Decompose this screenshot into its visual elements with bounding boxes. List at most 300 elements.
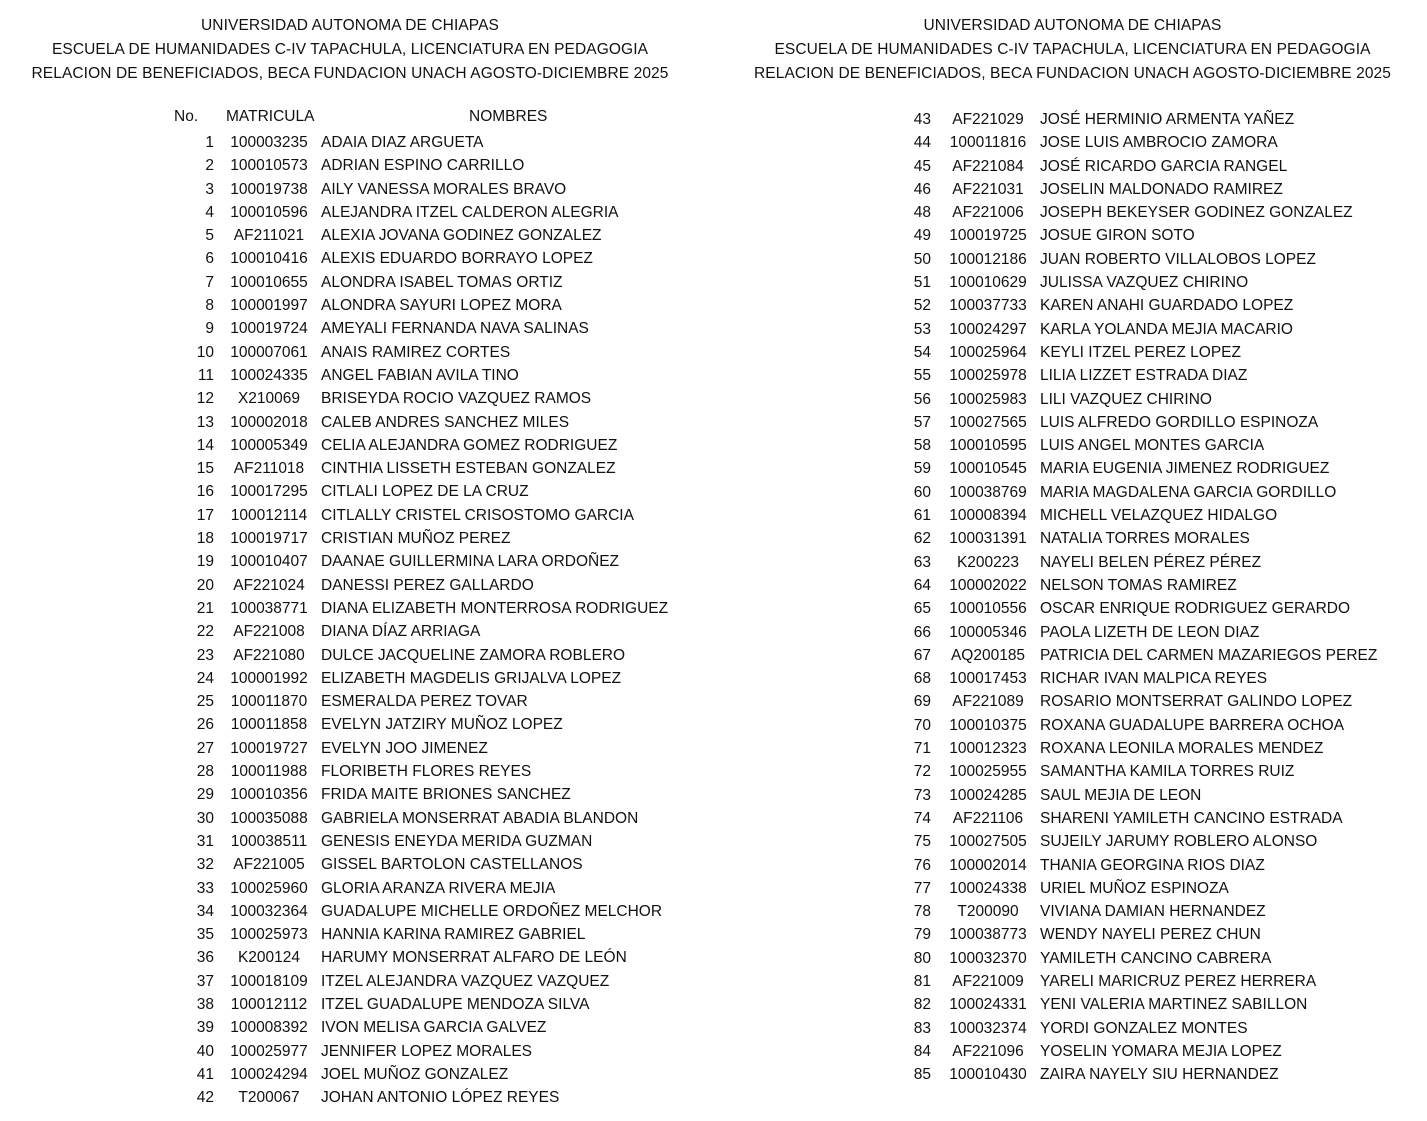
student-id: 100019724 [230, 320, 308, 338]
student-id: 100010416 [230, 250, 308, 268]
student-id: 100001997 [230, 297, 308, 315]
student-name: NELSON TOMAS RAMIREZ [1040, 576, 1237, 594]
row-number: 50 [913, 250, 931, 268]
row-number: 23 [196, 646, 214, 664]
row-number: 39 [196, 1019, 214, 1037]
student-name: DULCE JACQUELINE ZAMORA ROBLERO [321, 646, 626, 664]
student-name: ESMERALDA PEREZ TOVAR [321, 693, 528, 711]
student-id: AF221031 [952, 180, 1024, 198]
table-row [0, 1016, 700, 1039]
row-number: 27 [196, 739, 214, 757]
table-row [718, 1040, 1427, 1063]
table-row [718, 318, 1427, 341]
student-name: ITZEL ALEJANDRA VAZQUEZ VAZQUEZ [321, 972, 610, 990]
student-name: ALEJANDRA ITZEL CALDERON ALEGRIA [321, 203, 619, 221]
row-number: 63 [913, 553, 931, 571]
row-number: 17 [196, 506, 214, 524]
student-id: AF221106 [952, 809, 1024, 827]
student-name: YAMILETH CANCINO CABRERA [1040, 949, 1272, 967]
table-row [0, 713, 700, 736]
student-id: AF221084 [952, 157, 1024, 175]
student-name: URIEL MUÑOZ ESPINOZA [1040, 879, 1229, 897]
student-name: AMEYALI FERNANDA NAVA SALINAS [321, 320, 589, 338]
row-number: 10 [196, 343, 214, 361]
student-id: 100019717 [230, 530, 308, 548]
row-number: 71 [913, 740, 931, 758]
row-number: 24 [196, 669, 214, 687]
row-number: 57 [913, 413, 931, 431]
student-name: AILY VANESSA MORALES BRAVO [321, 180, 567, 198]
student-id: 100011858 [230, 716, 308, 734]
student-name: ALEXIS EDUARDO BORRAYO LOPEZ [321, 250, 593, 268]
student-name: KAREN ANAHI GUARDADO LOPEZ [1040, 297, 1294, 315]
row-number: 9 [205, 320, 214, 338]
table-row [718, 760, 1427, 783]
table-row [718, 551, 1427, 574]
table-row [718, 364, 1427, 387]
student-name: NAYELI BELEN PÉREZ PÉREZ [1040, 553, 1262, 571]
student-name: GUADALUPE MICHELLE ORDOÑEZ MELCHOR [321, 902, 663, 920]
student-name: EVELYN JATZIRY MUÑOZ LOPEZ [321, 716, 563, 734]
table-row [0, 271, 700, 294]
row-number: 64 [913, 576, 931, 594]
table-row [718, 970, 1427, 993]
row-number: 41 [196, 1065, 214, 1083]
right-student-list [718, 108, 1427, 1086]
student-id: 100012114 [230, 506, 308, 524]
table-row [718, 784, 1427, 807]
table-row [718, 993, 1427, 1016]
student-name: EVELYN JOO JIMENEZ [321, 739, 488, 757]
student-name: IVON MELISA GARCIA GALVEZ [321, 1019, 547, 1037]
row-number: 80 [913, 949, 931, 967]
row-number: 55 [913, 367, 931, 385]
student-id: 100027505 [949, 833, 1027, 851]
student-id: 100011988 [230, 763, 308, 781]
table-row [718, 877, 1427, 900]
table-row [0, 807, 700, 830]
student-name: JULISSA VAZQUEZ CHIRINO [1040, 274, 1249, 292]
table-row [718, 341, 1427, 364]
row-number: 4 [205, 203, 214, 221]
student-name: MARIA MAGDALENA GARCIA GORDILLO [1040, 483, 1337, 501]
row-number: 1 [205, 134, 214, 151]
student-name: JOSÉ RICARDO GARCIA RANGEL [1040, 157, 1288, 175]
row-number: 82 [913, 996, 931, 1014]
row-number: 22 [196, 623, 214, 641]
table-row [0, 923, 700, 946]
row-number: 11 [197, 366, 214, 384]
row-number: 16 [196, 483, 214, 501]
row-number: 62 [913, 530, 931, 548]
table-row [718, 597, 1427, 620]
student-name: ALONDRA SAYURI LOPEZ MORA [321, 297, 562, 315]
table-row [0, 178, 700, 201]
student-id: 100007061 [230, 343, 308, 361]
student-name: DIANA ELIZABETH MONTERROSA RODRIGUEZ [321, 599, 669, 617]
row-number: 5 [205, 227, 214, 245]
row-number: 3 [205, 180, 214, 198]
student-id: 100024285 [949, 786, 1027, 804]
student-id: 100002018 [230, 413, 308, 431]
university-title: UNIVERSIDAD AUTONOMA DE CHIAPAS [923, 17, 1222, 34]
student-id: 100010655 [230, 273, 308, 291]
row-number: 58 [913, 437, 931, 455]
student-id: 100002022 [949, 576, 1027, 594]
table-row [0, 1040, 700, 1063]
left-student-list [0, 131, 700, 1109]
table-row [0, 597, 700, 620]
student-name: WENDY NAYELI PEREZ CHUN [1040, 926, 1261, 944]
student-id: 100035088 [230, 809, 308, 827]
row-number: 60 [913, 483, 931, 501]
student-name: HARUMY MONSERRAT ALFARO DE LEÓN [321, 949, 627, 967]
table-row [718, 807, 1427, 830]
table-row [0, 504, 700, 527]
row-number: 56 [913, 390, 931, 408]
student-name: JENNIFER LOPEZ MORALES [321, 1042, 533, 1060]
student-id: AF221029 [952, 111, 1024, 128]
table-row [718, 923, 1427, 946]
student-name: ADAIA DIAZ ARGUETA [321, 134, 484, 151]
student-id: 100025960 [230, 879, 308, 897]
table-row [718, 248, 1427, 271]
row-number: 53 [913, 320, 931, 338]
student-id: 100024331 [949, 996, 1027, 1014]
student-name: SAUL MEJIA DE LEON [1040, 786, 1202, 804]
row-number: 45 [913, 157, 931, 175]
student-id: 100010375 [949, 716, 1027, 734]
row-number: 79 [913, 926, 931, 944]
row-number: 59 [913, 460, 931, 478]
school-subtitle: ESCUELA DE HUMANIDADES C-IV TAPACHULA, LICENCIATURA EN PEDAGOGIA [774, 41, 1371, 58]
student-id: AF221089 [952, 693, 1024, 711]
table-row [0, 550, 700, 573]
student-name: FLORIBETH FLORES REYES [321, 763, 532, 781]
student-name: NATALIA TORRES MORALES [1040, 530, 1250, 548]
student-name: ALEXIA JOVANA GODINEZ GONZALEZ [321, 227, 602, 245]
row-number: 38 [196, 995, 214, 1013]
student-id: AF221080 [233, 646, 305, 664]
student-name: CELIA ALEJANDRA GOMEZ RODRIGUEZ [321, 436, 618, 454]
student-name: DAANAE GUILLERMINA LARA ORDOÑEZ [321, 553, 620, 571]
student-name: CRISTIAN MUÑOZ PEREZ [321, 530, 511, 548]
row-number: 20 [196, 576, 214, 594]
row-number: 77 [913, 879, 931, 897]
student-id: 100002014 [949, 856, 1027, 874]
table-row [0, 411, 700, 434]
student-id: 100024294 [230, 1065, 308, 1083]
student-id: 100024338 [949, 879, 1027, 897]
student-id: 100005349 [230, 436, 308, 454]
row-number: 51 [913, 274, 931, 292]
row-number: 26 [196, 716, 214, 734]
row-number: 49 [913, 227, 931, 245]
student-id: 100010545 [949, 460, 1027, 478]
student-id: 100038769 [949, 483, 1027, 501]
row-number: 34 [196, 902, 214, 920]
student-id: 100018109 [230, 972, 308, 990]
student-name: ELIZABETH MAGDELIS GRIJALVA LOPEZ [321, 669, 622, 687]
table-row [718, 830, 1427, 853]
student-name: JUAN ROBERTO VILLALOBOS LOPEZ [1040, 250, 1316, 268]
table-row [0, 294, 700, 317]
row-number: 81 [913, 972, 931, 990]
student-id: 100031391 [949, 530, 1027, 548]
table-row [0, 900, 700, 923]
student-name: SUJEILY JARUMY ROBLERO ALONSO [1040, 833, 1318, 851]
right-header [718, 14, 1427, 86]
student-id: 100037733 [949, 297, 1027, 315]
student-name: JOSELIN MALDONADO RAMIREZ [1040, 180, 1283, 198]
student-name: JOEL MUÑOZ GONZALEZ [321, 1065, 509, 1083]
table-row [0, 201, 700, 224]
student-id: 100019725 [949, 227, 1027, 245]
student-name: ANAIS RAMIREZ CORTES [321, 343, 511, 361]
table-row [718, 131, 1427, 154]
student-id: AF211018 [233, 460, 305, 478]
student-id: 100038771 [230, 599, 308, 617]
student-id: T200090 [957, 903, 1019, 921]
student-name: BRISEYDA ROCIO VAZQUEZ RAMOS [321, 390, 592, 408]
table-row [0, 224, 700, 247]
table-row [718, 224, 1427, 247]
student-id: 100010407 [230, 553, 308, 571]
row-number: 28 [196, 763, 214, 781]
student-name: YENI VALERIA MARTINEZ SABILLON [1040, 996, 1308, 1014]
student-id: 100011816 [949, 134, 1027, 152]
student-id: 100025983 [949, 390, 1027, 408]
row-number: 31 [196, 832, 214, 850]
table-row [718, 1063, 1427, 1086]
row-number: 32 [196, 856, 214, 874]
student-name: JOSÉ HERMINIO ARMENTA YAÑEZ [1040, 111, 1295, 128]
student-name: PATRICIA DEL CARMEN MAZARIEGOS PEREZ [1040, 646, 1378, 664]
student-name: YORDI GONZALEZ MONTES [1040, 1019, 1248, 1037]
student-id: AF221024 [233, 576, 305, 594]
student-id: AF221096 [952, 1042, 1024, 1060]
student-id: 100011870 [230, 693, 308, 711]
student-id: AF221009 [952, 972, 1024, 990]
table-row [0, 434, 700, 457]
table-row [0, 387, 700, 410]
student-id: 100032364 [230, 902, 308, 920]
table-row [0, 667, 700, 690]
row-number: 36 [196, 949, 214, 967]
table-row [0, 1086, 700, 1109]
student-id: 100010596 [230, 203, 308, 221]
student-name: LILIA LIZZET ESTRADA DIAZ [1040, 367, 1248, 385]
student-id: 100024335 [230, 366, 308, 384]
student-id: 100012112 [230, 995, 308, 1013]
student-id: AF221005 [233, 856, 305, 874]
row-number: 40 [196, 1042, 214, 1060]
table-row [0, 574, 700, 597]
table-row [718, 411, 1427, 434]
student-id: 100010595 [949, 437, 1027, 455]
student-name: THANIA GEORGINA RIOS DIAZ [1040, 856, 1265, 874]
student-name: LUIS ALFREDO GORDILLO ESPINOZA [1040, 413, 1319, 431]
row-number: 76 [913, 856, 931, 874]
student-name: MICHELL VELAZQUEZ HIDALGO [1040, 507, 1278, 525]
student-name: JOSE LUIS AMBROCIO ZAMORA [1040, 134, 1278, 152]
student-name: CITLALI LOPEZ DE LA CRUZ [321, 483, 529, 501]
table-row [0, 480, 700, 503]
student-name: JOSUE GIRON SOTO [1040, 227, 1195, 245]
table-row [0, 993, 700, 1016]
row-number: 68 [913, 670, 931, 688]
row-number: 19 [196, 553, 214, 571]
student-id: K200223 [956, 553, 1020, 571]
student-name: ADRIAN ESPINO CARRILLO [321, 157, 525, 175]
row-number: 78 [913, 903, 931, 921]
student-id: 100025964 [949, 343, 1027, 361]
student-name: RICHAR IVAN MALPICA REYES [1040, 670, 1268, 688]
student-name: KARLA YOLANDA MEJIA MACARIO [1040, 320, 1293, 338]
student-id: 100010573 [230, 157, 308, 175]
table-row [0, 853, 700, 876]
row-number: 48 [913, 204, 931, 222]
student-name: ITZEL GUADALUPE MENDOZA SILVA [321, 995, 590, 1013]
row-number: 13 [196, 413, 214, 431]
table-row [718, 294, 1427, 317]
row-number: 43 [913, 111, 931, 128]
student-id: 100001992 [230, 669, 308, 687]
table-row [718, 644, 1427, 667]
student-id: 100025973 [230, 926, 308, 944]
row-number: 14 [196, 436, 214, 454]
table-row [0, 247, 700, 270]
student-name: ROSARIO MONTSERRAT GALINDO LOPEZ [1040, 693, 1353, 711]
student-name: SAMANTHA KAMILA TORRES RUIZ [1040, 763, 1295, 781]
row-number: 52 [913, 297, 931, 315]
table-row [0, 131, 700, 154]
student-id: AQ200185 [950, 646, 1026, 664]
student-name: ZAIRA NAYELY SIU HERNANDEZ [1040, 1066, 1279, 1084]
row-number: 75 [913, 833, 931, 851]
table-row [0, 970, 700, 993]
student-id: AF221008 [233, 623, 305, 641]
table-row [718, 737, 1427, 760]
student-name: PAOLA LIZETH DE LEON DIAZ [1040, 623, 1260, 641]
row-number: 12 [196, 390, 214, 408]
left-header [0, 14, 700, 86]
table-row [718, 481, 1427, 504]
student-id: 100025978 [949, 367, 1027, 385]
school-subtitle: ESCUELA DE HUMANIDADES C-IV TAPACHULA, LICENCIATURA EN PEDAGOGIA [51, 41, 649, 58]
table-row [0, 317, 700, 340]
table-row [718, 271, 1427, 294]
row-number: 37 [196, 972, 214, 990]
student-id: 100003235 [230, 134, 308, 151]
table-row [0, 1063, 700, 1086]
table-row [718, 178, 1427, 201]
row-number: 25 [196, 693, 214, 711]
row-number: 33 [196, 879, 214, 897]
row-number: 72 [913, 763, 931, 781]
row-number: 69 [913, 693, 931, 711]
student-id: 100017295 [230, 483, 308, 501]
row-number: 2 [205, 157, 214, 175]
row-number: 74 [913, 809, 931, 827]
table-row [718, 201, 1427, 224]
table-row [0, 760, 700, 783]
table-row [0, 364, 700, 387]
student-id: 100032370 [949, 949, 1027, 967]
student-id: 100012323 [949, 740, 1027, 758]
student-id: 100008392 [230, 1019, 308, 1037]
table-row [718, 108, 1427, 131]
row-number: 7 [205, 273, 214, 291]
student-id: 100038773 [949, 926, 1027, 944]
table-row [718, 434, 1427, 457]
student-name: GISSEL BARTOLON CASTELLANOS [321, 856, 583, 874]
table-row [718, 1017, 1427, 1040]
student-name: ROXANA LEONILA MORALES MENDEZ [1040, 740, 1324, 758]
student-name: OSCAR ENRIQUE RODRIGUEZ GERARDO [1040, 600, 1351, 618]
row-number: 8 [205, 297, 214, 315]
table-row [718, 457, 1427, 480]
row-number: 54 [913, 343, 931, 361]
row-number: 29 [196, 786, 214, 804]
table-row [718, 155, 1427, 178]
student-name: DIANA DÍAZ ARRIAGA [321, 623, 481, 641]
student-name: JOSEPH BEKEYSER GODINEZ GONZALEZ [1040, 204, 1353, 222]
table-row [718, 714, 1427, 737]
table-row [0, 620, 700, 643]
student-id: 100025977 [230, 1042, 308, 1060]
student-name: MARIA EUGENIA JIMENEZ RODRIGUEZ [1040, 460, 1330, 478]
student-id: 100025955 [949, 763, 1027, 781]
row-number: 65 [913, 600, 931, 618]
table-row [0, 830, 700, 853]
row-number: 66 [913, 623, 931, 641]
row-number: 30 [196, 809, 214, 827]
student-name: DANESSI PEREZ GALLARDO [321, 576, 534, 594]
table-row [0, 783, 700, 806]
student-name: VIVIANA DAMIAN HERNANDEZ [1040, 903, 1266, 921]
column-header-nombres: NOMBRES [469, 108, 548, 125]
beneficiaries-subtitle: RELACION DE BENEFICIADOS, BECA FUNDACION UNACH AGOSTO-DICIEMBRE 2025 [31, 65, 669, 82]
student-name: KEYLI ITZEL PEREZ LOPEZ [1040, 343, 1241, 361]
student-id: 100008394 [949, 507, 1027, 525]
table-row [718, 690, 1427, 713]
student-name: ALONDRA ISABEL TOMAS ORTIZ [321, 273, 563, 291]
student-id: 100038511 [230, 832, 308, 850]
row-number: 44 [913, 134, 931, 152]
student-id: AF211021 [233, 227, 305, 245]
row-number: 67 [913, 646, 931, 664]
student-id: 100010556 [949, 600, 1027, 618]
row-number: 21 [196, 599, 214, 617]
row-number: 84 [913, 1042, 931, 1060]
table-row [0, 341, 700, 364]
table-row [718, 388, 1427, 411]
student-id: K200124 [237, 949, 301, 967]
table-row [718, 900, 1427, 923]
student-id: 100019727 [230, 739, 308, 757]
table-row [0, 690, 700, 713]
table-row [0, 946, 700, 969]
student-name: YARELI MARICRUZ PEREZ HERRERA [1040, 972, 1317, 990]
student-name: ANGEL FABIAN AVILA TINO [321, 366, 519, 384]
row-number: 85 [913, 1066, 931, 1084]
student-id: 100012186 [949, 250, 1027, 268]
row-number: 18 [196, 530, 214, 548]
row-number: 46 [913, 180, 931, 198]
beneficiaries-subtitle: RELACION DE BENEFICIADOS, BECA FUNDACION UNACH AGOSTO-DICIEMBRE 2025 [754, 65, 1391, 82]
student-id: 100032374 [949, 1019, 1027, 1037]
